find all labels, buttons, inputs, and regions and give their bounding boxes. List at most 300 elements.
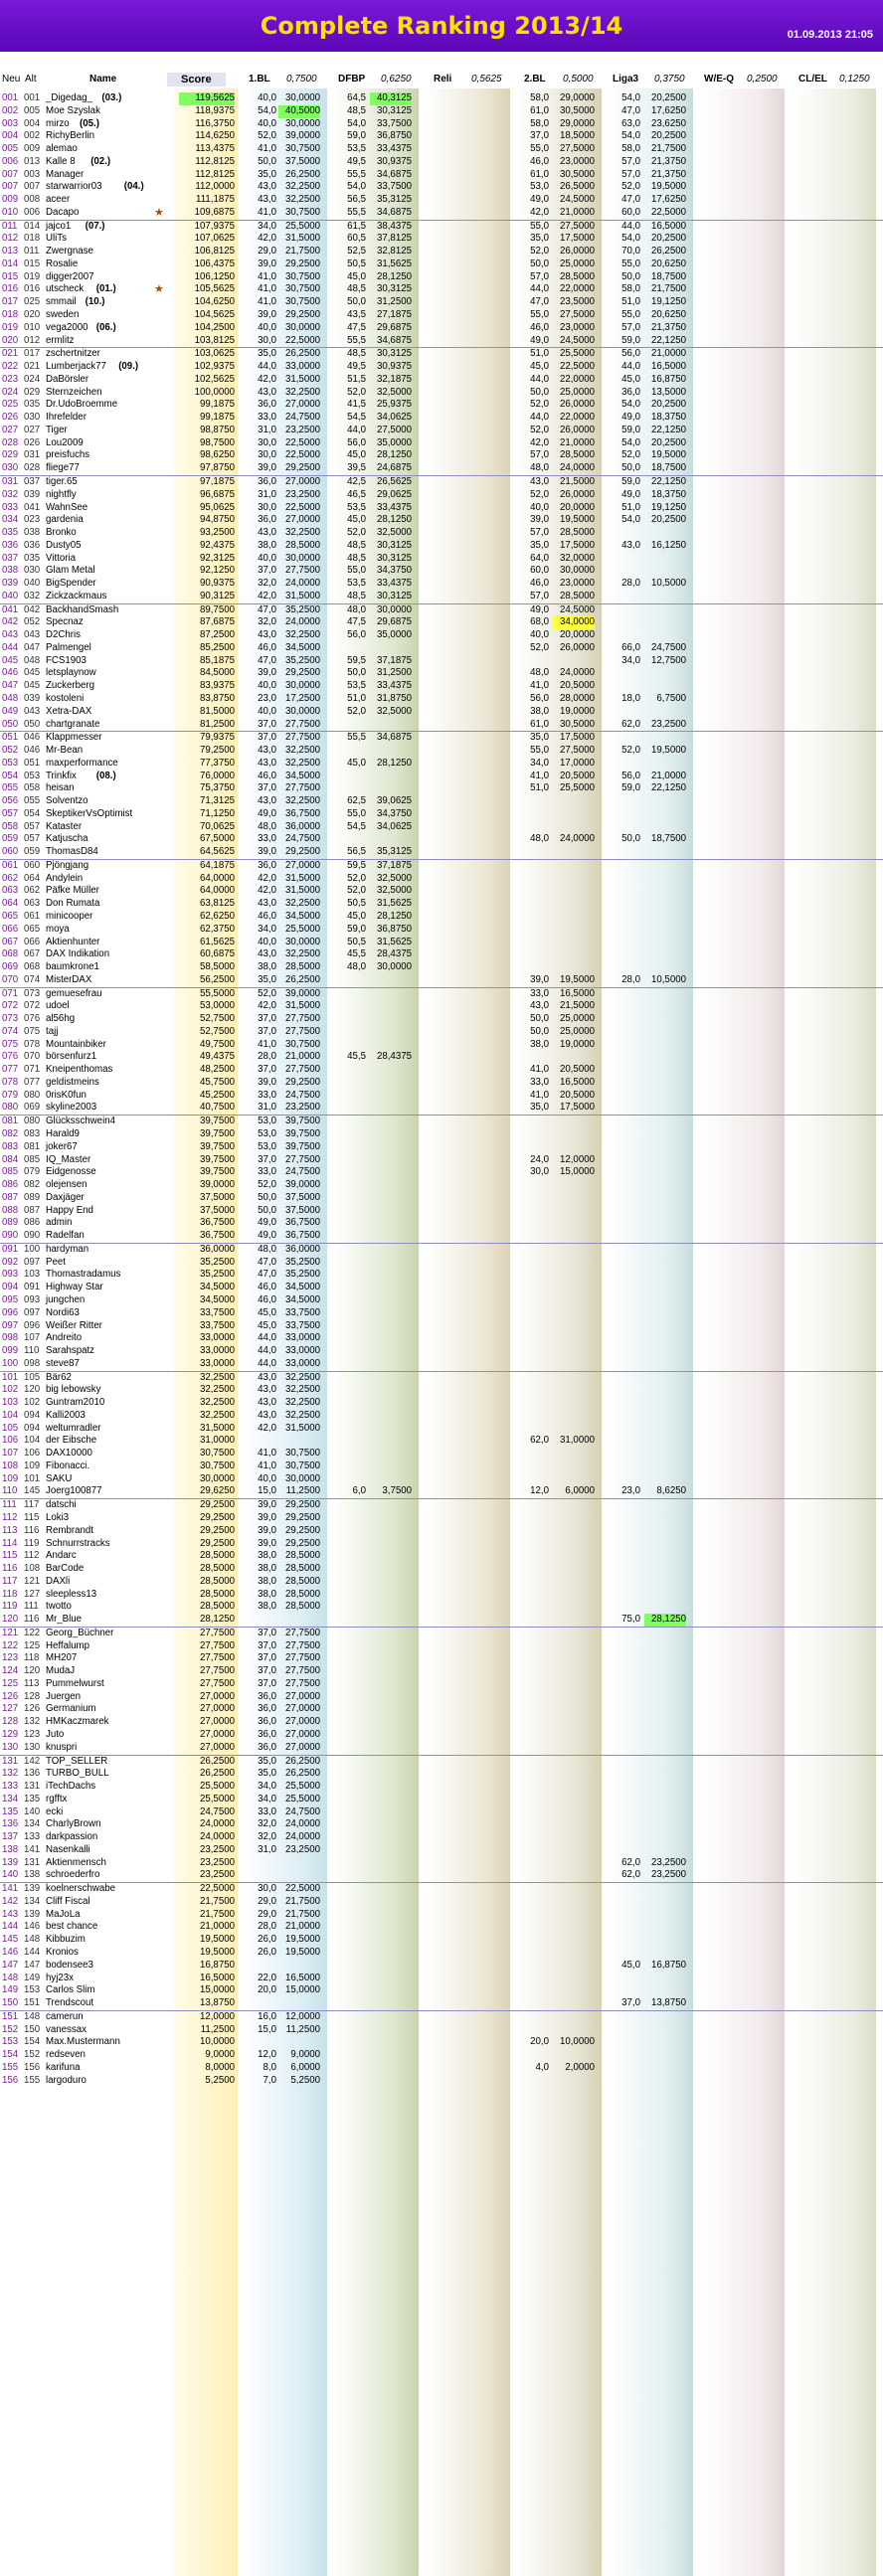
rank-old: 116 bbox=[24, 1614, 40, 1626]
value-cell: 26,0000 bbox=[559, 641, 595, 653]
rank-new: 069 bbox=[2, 961, 19, 973]
player-tag: (02.) bbox=[90, 155, 111, 167]
table-row bbox=[0, 706, 883, 719]
value-cell: 48,5 bbox=[347, 539, 366, 551]
value-cell: 58,0 bbox=[530, 117, 549, 129]
table-row bbox=[0, 885, 883, 898]
table-row bbox=[0, 361, 883, 374]
rank-new: 140 bbox=[2, 1869, 19, 1881]
value-cell: 39,0 bbox=[258, 667, 276, 679]
value-cell: 52,0 bbox=[347, 705, 366, 717]
value-cell: 66,0 bbox=[621, 641, 640, 653]
rank-new: 017 bbox=[2, 296, 19, 308]
value-cell: 30,9375 bbox=[376, 361, 412, 373]
value-cell: 50,0 bbox=[530, 258, 549, 269]
rank-new: 118 bbox=[2, 1588, 18, 1600]
table-row bbox=[0, 130, 883, 143]
player-name: börsenfurz1 bbox=[46, 1051, 97, 1063]
player-name: rgfftx bbox=[46, 1793, 68, 1804]
score-cell: 83,9375 bbox=[199, 680, 235, 692]
value-cell: 34,0 bbox=[621, 654, 640, 666]
value-cell: 43,0 bbox=[530, 1000, 549, 1012]
rank-new: 059 bbox=[2, 833, 19, 845]
score-cell: 26,2500 bbox=[199, 1755, 235, 1767]
value-cell: 32,1875 bbox=[376, 373, 412, 385]
value-cell: 24,0000 bbox=[559, 833, 595, 845]
rank-new: 033 bbox=[2, 501, 19, 513]
value-cell: 19,5000 bbox=[559, 514, 595, 526]
value-cell: 31,0 bbox=[258, 488, 276, 500]
rank-old: 142 bbox=[24, 1755, 41, 1767]
rank-old: 013 bbox=[24, 155, 41, 167]
score-cell: 89,7500 bbox=[199, 603, 235, 615]
player-name: Nordi63 bbox=[46, 1306, 80, 1318]
rank-old: 045 bbox=[24, 680, 41, 692]
score-cell: 32,2500 bbox=[199, 1371, 235, 1383]
rank-new: 016 bbox=[2, 283, 19, 295]
rank-old: 106 bbox=[24, 1448, 41, 1460]
player-name: UliTs bbox=[46, 233, 67, 245]
player-name: largoduro bbox=[46, 2074, 87, 2086]
player-name: al56hg bbox=[46, 1013, 76, 1025]
value-cell: 21,5000 bbox=[559, 1000, 595, 1012]
value-cell: 27,7500 bbox=[284, 1665, 320, 1677]
value-cell: 10,5000 bbox=[650, 578, 686, 590]
value-cell: 16,8750 bbox=[650, 1959, 686, 1971]
rank-old: 080 bbox=[24, 1116, 41, 1127]
value-cell: 43,0 bbox=[258, 898, 276, 910]
value-cell: 30,0 bbox=[258, 449, 276, 461]
player-name: Harald9 bbox=[46, 1128, 80, 1140]
table-row bbox=[0, 1307, 883, 1320]
table-row bbox=[0, 2024, 883, 2037]
value-cell: 46,0 bbox=[258, 1293, 276, 1305]
value-cell: 29,2500 bbox=[284, 462, 320, 474]
table-row bbox=[0, 1794, 883, 1806]
value-cell: 18,5000 bbox=[559, 130, 595, 142]
score-cell: 92,4375 bbox=[199, 539, 235, 551]
value-cell: 27,5000 bbox=[376, 424, 412, 435]
value-cell: 34,5000 bbox=[284, 641, 320, 653]
header-bl1: 1.BL bbox=[249, 74, 270, 85]
score-cell: 27,7500 bbox=[199, 1627, 235, 1638]
score-cell: 39,7500 bbox=[199, 1140, 235, 1152]
player-name: ThomasD84 bbox=[46, 846, 98, 858]
value-cell: 24,0000 bbox=[284, 616, 320, 628]
value-cell: 19,5000 bbox=[284, 1934, 320, 1946]
player-name: vanessax bbox=[46, 2023, 87, 2035]
value-cell: 46,0 bbox=[258, 1282, 276, 1293]
value-cell: 20,5000 bbox=[559, 770, 595, 781]
value-cell: 19,0000 bbox=[559, 705, 595, 717]
value-cell: 58,0 bbox=[621, 283, 640, 295]
value-cell: 57,0 bbox=[530, 270, 549, 282]
player-name: Weißer Ritter bbox=[46, 1319, 102, 1331]
rank-new: 156 bbox=[2, 2074, 19, 2086]
player-name: RichyBerlin bbox=[46, 130, 94, 142]
value-cell: 28,1250 bbox=[376, 270, 412, 282]
value-cell: 16,5000 bbox=[559, 987, 595, 999]
score-cell: 49,7500 bbox=[199, 1038, 235, 1050]
score-cell: 87,2500 bbox=[199, 629, 235, 641]
value-cell: 26,0 bbox=[258, 1947, 276, 1959]
rank-new: 052 bbox=[2, 745, 19, 757]
rank-old: 098 bbox=[24, 1357, 41, 1369]
rank-new: 105 bbox=[2, 1422, 19, 1434]
rank-old: 016 bbox=[24, 283, 41, 295]
value-cell: 32,2500 bbox=[284, 629, 320, 641]
value-cell: 37,0 bbox=[258, 1652, 276, 1664]
score-cell: 49,4375 bbox=[199, 1051, 235, 1063]
value-cell: 58,0 bbox=[621, 143, 640, 155]
score-cell: 36,0000 bbox=[199, 1243, 235, 1255]
value-cell: 20,5000 bbox=[559, 680, 595, 692]
table-row bbox=[0, 1627, 883, 1640]
value-cell: 45,0 bbox=[347, 449, 366, 461]
rank-new: 025 bbox=[2, 399, 19, 411]
player-name: Carlos Slim bbox=[46, 1984, 95, 1996]
rank-new: 125 bbox=[2, 1677, 19, 1689]
value-cell: 22,1250 bbox=[650, 782, 686, 794]
value-cell: 37,0 bbox=[258, 782, 276, 794]
table-row bbox=[0, 1665, 883, 1678]
value-cell: 48,0 bbox=[530, 462, 549, 474]
value-cell: 30,7500 bbox=[284, 1448, 320, 1460]
value-cell: 32,2500 bbox=[284, 1384, 320, 1396]
rank-new: 068 bbox=[2, 948, 19, 960]
value-cell: 24,6875 bbox=[376, 462, 412, 474]
value-cell: 31,0 bbox=[258, 1843, 276, 1855]
rank-old: 102 bbox=[24, 1397, 41, 1409]
value-cell: 41,0 bbox=[258, 283, 276, 295]
value-cell: 26,2500 bbox=[284, 973, 320, 985]
player-name: olejensen bbox=[46, 1179, 88, 1191]
player-name: Kalli2003 bbox=[46, 1409, 86, 1421]
rank-old: 075 bbox=[24, 1025, 41, 1037]
rank-new: 085 bbox=[2, 1166, 19, 1178]
value-cell: 30,7500 bbox=[284, 143, 320, 155]
table-row bbox=[0, 437, 883, 450]
value-cell: 52,0 bbox=[347, 872, 366, 884]
score-cell: 103,8125 bbox=[194, 334, 235, 346]
rank-old: 067 bbox=[24, 948, 41, 960]
value-cell: 31,5000 bbox=[284, 590, 320, 601]
player-name: Nasenkalli bbox=[46, 1843, 90, 1855]
value-cell: 41,0 bbox=[258, 206, 276, 218]
value-cell: 43,0 bbox=[530, 475, 549, 487]
player-name: Trendscout bbox=[46, 1997, 94, 2009]
rank-old: 136 bbox=[24, 1768, 41, 1780]
value-cell: 57,0 bbox=[530, 527, 549, 539]
value-cell: 49,0 bbox=[530, 603, 549, 615]
table-row bbox=[0, 655, 883, 668]
player-name: preisfuchs bbox=[46, 449, 90, 461]
value-cell: 42,0 bbox=[530, 206, 549, 218]
value-cell: 41,0 bbox=[258, 1448, 276, 1460]
rank-old: 139 bbox=[24, 1883, 41, 1895]
table-row bbox=[0, 1128, 883, 1141]
value-cell: 29,2500 bbox=[284, 1537, 320, 1549]
value-cell: 28,5000 bbox=[284, 1588, 320, 1600]
score-cell: 27,7500 bbox=[199, 1665, 235, 1677]
value-cell: 28,5000 bbox=[559, 270, 595, 282]
score-cell: 98,6250 bbox=[199, 449, 235, 461]
rank-old: 081 bbox=[24, 1140, 41, 1152]
header-liga3-factor: 0,3750 bbox=[654, 74, 685, 85]
value-cell: 48,0 bbox=[530, 667, 549, 679]
score-cell: 29,6250 bbox=[199, 1485, 235, 1497]
value-cell: 30,7500 bbox=[284, 1038, 320, 1050]
player-name: alemao bbox=[46, 143, 78, 155]
value-cell: 25,0000 bbox=[559, 1025, 595, 1037]
value-cell: 25,0000 bbox=[559, 1013, 595, 1025]
value-cell: 50,0 bbox=[621, 833, 640, 845]
rank-old: 115 bbox=[24, 1511, 40, 1523]
value-cell: 37,5000 bbox=[284, 1191, 320, 1203]
score-cell: 11,2500 bbox=[200, 2023, 235, 2035]
score-cell: 109,6875 bbox=[194, 206, 235, 218]
value-cell: 37,1875 bbox=[376, 859, 412, 871]
value-cell: 22,0000 bbox=[559, 283, 595, 295]
value-cell: 30,7500 bbox=[284, 1460, 320, 1471]
value-cell: 30,0 bbox=[258, 436, 276, 448]
rank-old: 017 bbox=[24, 348, 41, 360]
player-name: DAXli bbox=[46, 1575, 71, 1587]
value-cell: 34,0625 bbox=[376, 412, 412, 424]
value-cell: 39,0 bbox=[258, 309, 276, 321]
value-cell: 57,0 bbox=[621, 155, 640, 167]
value-cell: 54,0 bbox=[258, 104, 276, 116]
player-name: Kibbuzim bbox=[46, 1934, 86, 1946]
value-cell: 30,0 bbox=[258, 501, 276, 513]
value-cell: 29,0000 bbox=[559, 117, 595, 129]
value-cell: 21,0000 bbox=[284, 1921, 320, 1933]
rank-old: 045 bbox=[24, 667, 41, 679]
value-cell: 53,5 bbox=[347, 501, 366, 513]
table-row bbox=[0, 1882, 883, 1896]
value-cell: 35,2500 bbox=[284, 1269, 320, 1281]
value-cell: 27,7500 bbox=[284, 1153, 320, 1165]
rank-old: 018 bbox=[24, 233, 41, 245]
value-cell: 23,5000 bbox=[559, 296, 595, 308]
score-cell: 31,5000 bbox=[199, 1422, 235, 1434]
rank-old: 046 bbox=[24, 732, 41, 744]
value-cell: 61,0 bbox=[530, 718, 549, 730]
value-cell: 51,0 bbox=[530, 348, 549, 360]
header-bl1-factor: 0,7500 bbox=[286, 74, 317, 85]
score-cell: 114,6250 bbox=[195, 130, 235, 142]
table-row bbox=[0, 1678, 883, 1691]
value-cell: 25,5000 bbox=[284, 923, 320, 935]
player-name: geldistmeins bbox=[46, 1076, 99, 1088]
rank-new: 107 bbox=[2, 1448, 19, 1460]
value-cell: 23,2500 bbox=[284, 424, 320, 435]
rank-new: 071 bbox=[2, 987, 19, 999]
table-row bbox=[0, 143, 883, 156]
table-row bbox=[0, 92, 883, 105]
score-cell: 22,5000 bbox=[199, 1883, 235, 1895]
table-row bbox=[0, 1729, 883, 1742]
score-cell: 67,5000 bbox=[199, 833, 235, 845]
rank-old: 007 bbox=[24, 181, 41, 193]
rank-old: 019 bbox=[24, 270, 41, 282]
score-cell: 98,7500 bbox=[199, 436, 235, 448]
player-tag: (09.) bbox=[118, 361, 139, 373]
value-cell: 17,2500 bbox=[284, 692, 320, 704]
value-cell: 18,3750 bbox=[650, 488, 686, 500]
table-row bbox=[0, 181, 883, 194]
header-weq: W/E-Q bbox=[704, 74, 734, 85]
rank-new: 078 bbox=[2, 1076, 19, 1088]
rank-old: 064 bbox=[24, 872, 41, 884]
value-cell: 27,5000 bbox=[559, 143, 595, 155]
player-name: hyj23x bbox=[46, 1972, 75, 1983]
value-cell: 30,0000 bbox=[376, 603, 412, 615]
rank-new: 040 bbox=[2, 590, 19, 601]
value-cell: 43,0 bbox=[258, 527, 276, 539]
player-name: big lebowsky bbox=[46, 1384, 101, 1396]
value-cell: 20,0000 bbox=[559, 501, 595, 513]
player-name: Max.Mustermann bbox=[46, 2036, 120, 2048]
value-cell: 22,0000 bbox=[559, 412, 595, 424]
value-cell: 32,2500 bbox=[284, 745, 320, 757]
score-cell: 19,5000 bbox=[199, 1947, 235, 1959]
value-cell: 19,1250 bbox=[650, 501, 686, 513]
value-cell: 30,5000 bbox=[559, 718, 595, 730]
value-cell: 21,7500 bbox=[650, 283, 686, 295]
score-cell: 45,7500 bbox=[199, 1076, 235, 1088]
value-cell: 44,0 bbox=[258, 361, 276, 373]
table-row bbox=[0, 719, 883, 732]
value-cell: 52,0 bbox=[258, 130, 276, 142]
value-cell: 6,7500 bbox=[656, 692, 686, 704]
rank-old: 138 bbox=[24, 1869, 41, 1881]
rank-old: 066 bbox=[24, 936, 41, 947]
player-name: gardenia bbox=[46, 514, 84, 526]
value-cell: 41,0 bbox=[530, 680, 549, 692]
header-clel-factor: 0,1250 bbox=[839, 74, 870, 85]
value-cell: 45,0 bbox=[347, 514, 366, 526]
value-cell: 43,0 bbox=[258, 948, 276, 960]
rank-old: 101 bbox=[24, 1472, 41, 1484]
value-cell: 30,0000 bbox=[284, 321, 320, 333]
score-cell: 75,3750 bbox=[199, 782, 235, 794]
value-cell: 23,2500 bbox=[650, 1856, 686, 1868]
value-cell: 52,0 bbox=[621, 181, 640, 193]
rank-new: 089 bbox=[2, 1217, 19, 1229]
player-name: Georg_Büchner bbox=[46, 1627, 114, 1638]
rank-new: 115 bbox=[2, 1550, 18, 1562]
score-cell: 29,2500 bbox=[199, 1537, 235, 1549]
rank-old: 148 bbox=[24, 1934, 41, 1946]
value-cell: 45,0 bbox=[347, 757, 366, 769]
score-cell: 83,8750 bbox=[199, 692, 235, 704]
value-cell: 36,0 bbox=[258, 514, 276, 526]
value-cell: 36,7500 bbox=[284, 1217, 320, 1229]
rank-old: 073 bbox=[24, 987, 41, 999]
rank-new: 023 bbox=[2, 373, 19, 385]
value-cell: 20,2500 bbox=[650, 514, 686, 526]
player-name: Glücksschwein4 bbox=[46, 1116, 115, 1127]
value-cell: 28,5000 bbox=[284, 961, 320, 973]
score-cell: 36,7500 bbox=[199, 1217, 235, 1229]
value-cell: 16,5000 bbox=[650, 220, 686, 232]
value-cell: 2,0000 bbox=[565, 2061, 595, 2073]
table-row bbox=[0, 322, 883, 335]
rank-old: 005 bbox=[24, 104, 41, 116]
table-row bbox=[0, 1230, 883, 1243]
rank-new: 091 bbox=[2, 1243, 19, 1255]
value-cell: 31,5000 bbox=[284, 885, 320, 897]
table-row bbox=[0, 846, 883, 859]
value-cell: 30,0000 bbox=[284, 705, 320, 717]
score-cell: 28,1250 bbox=[199, 1614, 235, 1626]
rank-new: 120 bbox=[2, 1614, 19, 1626]
value-cell: 22,0000 bbox=[559, 373, 595, 385]
player-name: SkeptikerVsOptimist bbox=[46, 807, 133, 819]
value-cell: 35,2500 bbox=[284, 654, 320, 666]
value-cell: 47,0 bbox=[258, 1269, 276, 1281]
rank-new: 013 bbox=[2, 246, 19, 258]
rank-old: 140 bbox=[24, 1805, 41, 1817]
rank-old: 149 bbox=[24, 1972, 41, 1983]
value-cell: 7,0 bbox=[263, 2074, 276, 2086]
player-name: D2Chris bbox=[46, 629, 81, 641]
value-cell: 19,1250 bbox=[650, 296, 686, 308]
value-cell: 33,0000 bbox=[284, 361, 320, 373]
value-cell: 30,0000 bbox=[559, 565, 595, 577]
value-cell: 33,0000 bbox=[284, 1345, 320, 1357]
rank-new: 028 bbox=[2, 436, 19, 448]
score-cell: 106,1250 bbox=[194, 270, 235, 282]
value-cell: 41,0 bbox=[258, 1038, 276, 1050]
score-cell: 112,8125 bbox=[195, 155, 235, 167]
rank-new: 070 bbox=[2, 973, 19, 985]
rank-old: 071 bbox=[24, 1064, 41, 1076]
value-cell: 50,0 bbox=[258, 1204, 276, 1216]
player-name: Andylein bbox=[46, 872, 84, 884]
value-cell: 21,0000 bbox=[650, 770, 686, 781]
value-cell: 30,0000 bbox=[376, 961, 412, 973]
rank-new: 042 bbox=[2, 616, 19, 628]
rank-old: 065 bbox=[24, 923, 41, 935]
value-cell: 30,5000 bbox=[559, 168, 595, 180]
table-row bbox=[0, 2049, 883, 2062]
score-cell: 32,2500 bbox=[199, 1409, 235, 1421]
rank-old: 113 bbox=[24, 1677, 40, 1689]
rank-new: 014 bbox=[2, 258, 19, 269]
rank-new: 021 bbox=[2, 348, 19, 360]
player-name: Zuckerberg bbox=[46, 680, 94, 692]
table-row bbox=[0, 399, 883, 412]
value-cell: 53,5 bbox=[347, 680, 366, 692]
value-cell: 34,6875 bbox=[376, 168, 412, 180]
value-cell: 49,0 bbox=[621, 488, 640, 500]
value-cell: 26,0000 bbox=[559, 488, 595, 500]
value-cell: 21,7500 bbox=[284, 1895, 320, 1907]
table-row bbox=[0, 1742, 883, 1755]
value-cell: 13,8750 bbox=[650, 1997, 686, 2009]
value-cell: 8,6250 bbox=[656, 1485, 686, 1497]
score-cell: 39,0000 bbox=[199, 1179, 235, 1191]
table-row bbox=[0, 1960, 883, 1973]
rank-new: 101 bbox=[2, 1371, 19, 1383]
player-name: Klappmesser bbox=[46, 732, 102, 744]
rank-new: 035 bbox=[2, 527, 19, 539]
value-cell: 32,0 bbox=[258, 1831, 276, 1843]
rank-new: 106 bbox=[2, 1435, 19, 1447]
rank-new: 030 bbox=[2, 462, 19, 474]
